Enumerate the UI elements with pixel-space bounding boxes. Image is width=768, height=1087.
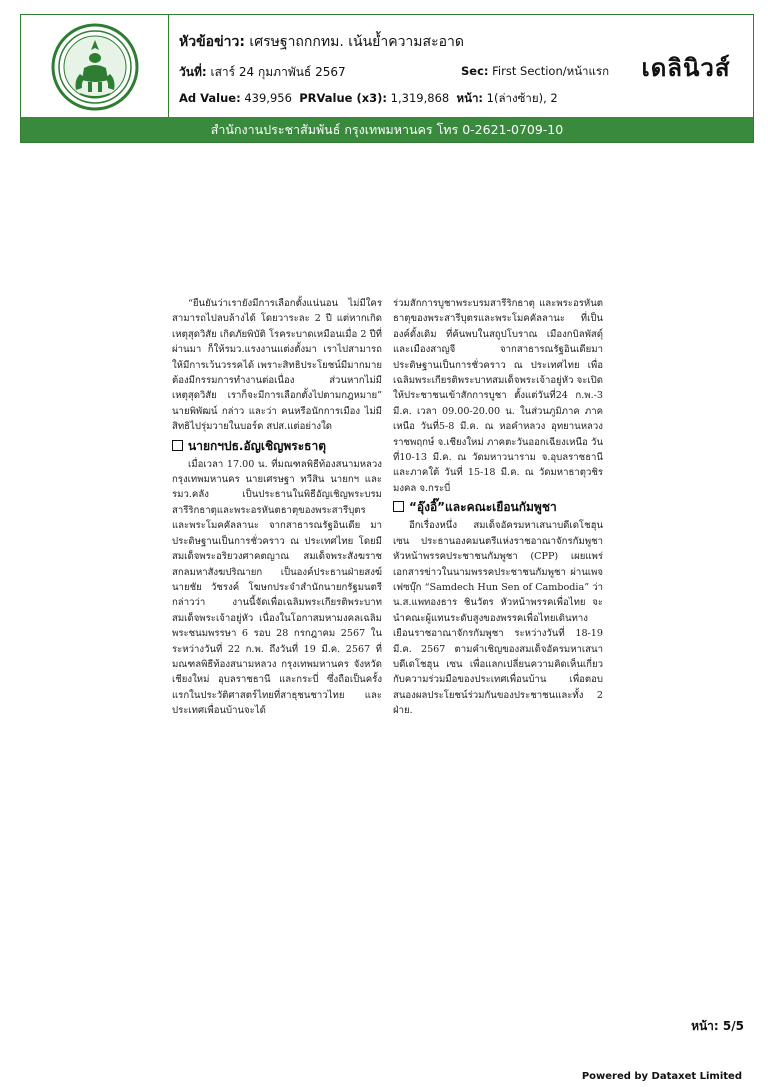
clipping-meta <box>179 15 619 119</box>
ad-value-label: Ad Value: <box>179 91 241 105</box>
clipping-header <box>20 14 754 143</box>
headline-row <box>179 31 464 53</box>
checkbox-square-icon <box>172 440 183 451</box>
subheading-text: “อุ๊งอิ๊”และคณะเยือนกัมพูชา <box>409 500 557 515</box>
ad-value: 439,956 <box>244 91 292 105</box>
date-row <box>179 63 346 82</box>
section-label: Sec: <box>461 64 489 78</box>
subheading-text: นายกฯปธ.อัญเชิญพระธาตุ <box>188 438 327 453</box>
section-text: First Section/หน้าแรก <box>492 64 610 78</box>
paragraph: เมื่อเวลา 17.00 น. ที่มณฑลพิธีท้องสนามหลวง กรุงเทพมหานคร นายเศรษฐา ทวีสิน นายกฯ และรมว.คลัง เป็นประธานในพิธีอัญเชิญพระบรมสารีริกธาตุและพระอรหันตธาตุของพระสารีบุตรและพระโมคคัลลานะ จากสาธารณรัฐอินเดีย มาประดิษฐานเป็นการชั่วคราว ณ ประเทศไทย โดยมีสมเด็จพระอริยวงศาคตญาณ สมเด็จพระสังฆราช สกลมหาสังฆปริณายก เป็นองค์ประธานฝ่ายสงฆ์ นายชัย วัชรงค์ โฆษกประจำสำนักนายกรัฐมนตรี กล่าวว่า งานนี้จัดเพื่อเฉลิมพระเกียรติพระบาทสมเด็จพระเจ้าอยู่หัว เนื่องในโอกาสมหามงคลเฉลิมพระชนมพรรษา 6 รอบ 28 กรกฎาคม 2567 ในระหว่างวันที่ 22 ก.พ. ถึงวันที่ 19 มี.ค. 2567 ที่มณฑลพิธีท้องสนามหลวง กรุงเทพมหานคร จังหวัดเชียงใหม่ อุบลราชธานี และกระบี่ ซึ่งถือเป็นครั้งแรกในประวัติศาสตร์ไทยที่สาธุชนชาวไทย และประเทศเพื่อนบ้านจะได้ <box>172 458 382 717</box>
paragraph: อีกเรื่องหนึ่ง สมเด็จอัครมหาเสนาบดีเดโชฮุน เซน ประธานองคมนตรีแห่งราชอาณาจักรกัมพูชา หัวหน้าพรรคประชาชนกัมพูชา (CPP) เผยแพร่เอกสารข่าวในนามพรรคประชาชนกัมพูชา ผ่านเพจเฟซบุ๊ก “Samdech Hun Sen of Cambodia” ว่า น.ส.แพทองธาร ชินวัตร หัวหน้าพรรคเพื่อไทย จะนำคณะผู้แทนระดับสูงของพรรคเพื่อไทยเดินทางเยือนราชอาณาจักรกัมพูชา ระหว่างวันที่ 18-19 มี.ค. 2567 ตามคำเชิญของสมเด็จอัครมหาเสนาบดีเดโชฮุน เซน เพื่อแลกเปลี่ยนความคิดเห็นเกี่ยวกับความร่วมมือของประเทศเพื่อนบ้าน เพื่อตอบสนองผลประโยชน์ร่วมกันของประชาชนและทั้ง 2 ฝ่าย. <box>393 520 603 717</box>
date-text: เสาร์ 24 กุมภาพันธ์ 2567 <box>210 65 346 79</box>
checkbox-square-icon <box>393 501 404 512</box>
headline-label: หัวข้อข่าว: <box>179 34 245 50</box>
office-bar <box>21 117 753 142</box>
article-column-1 <box>172 296 382 719</box>
page-value: 1(ล่างซ้าย), 2 <box>486 91 558 105</box>
subheading <box>393 499 603 516</box>
pr-value: 1,319,868 <box>390 91 450 105</box>
page-label: หน้า: <box>456 91 484 105</box>
powered-by: Powered by Dataxet Limited <box>581 1071 742 1082</box>
paragraph: “ยืนยันว่าเรายังมีการเลือกตั้งแน่นอน ไม่มีใครสามารถไปลบล้างได้ โดยวาระละ 2 ปี แต่หากเกิดเหตุสุดวิสัย เกิดภัยพิบัติ โรคระบาดเหมือนเมื่อ 2 ปีที่ผ่านมา ก็ให้รมว.แรงงานแต่งตั้งมา เราไปสามารถให้มีการเว้นวรรคได้ เพราะสิทธิประโยชน์มีมากมาย ต้องมีกรรมการทำงานต่อเนื่อง ส่วนหากไม่มีเหตุสุดวิสัย เราก็จะมีการเลือกตั้งไปตามกฎหมาย” นายพิพัฒน์ กล่าว และว่า คนหรือนักการเมือง ไม่มีสิทธิไปรุ่มวายในบอร์ด สปส.แต่อย่างใด <box>172 298 382 433</box>
headline-text: เศรษฐาถกกทม. เน้นย้ำความสะอาด <box>249 34 464 50</box>
value-row <box>179 90 558 108</box>
publisher-logo: เดลินิวส์ <box>641 53 731 82</box>
paragraph: ร่วมสักการบูชาพระบรมสารีริกธาตุ และพระอรหันตธาตุของพระสารีบุตรและพระโมคคัลลานะ ที่เป็นองค์ดั้งเดิม ที่ค้นพบในสถูปโบราณ เมืองกบิลพัสดุ์ และเมืองสาญจี จากสาธารณรัฐอินเดียมาประดิษฐานเป็นการชั่วคราว ณ ประเทศไทย เพื่อเฉลิมพระเกียรติพระบาทสมเด็จพระเจ้าอยู่หัว จะเปิดให้ประชาชนเข้าสักการบูชา ตั้งแต่วันที่24 ก.พ.-3 มี.ค. เวลา 09.00-20.00 น. ในส่วนภูมิภาค ภาคเหนือ วันที่5-8 มี.ค. ณ หอคำหลวง อุทยานหลวงราชพฤกษ์ จ.เชียงใหม่ ภาคตะวันออกเฉียงเหนือ วันที่10-13 มี.ค. ณ วัดมหาวนาราม จ.อุบลราชธานี และภาคใต้ วันที่ 15-18 มี.ค. ณ วัดมหาธาตุวชิรมงคล จ.กระบี่ <box>393 298 603 494</box>
page-number <box>691 1017 744 1036</box>
page-number-value: 5/5 <box>722 1019 744 1033</box>
pr-value-label: PRValue (x3): <box>299 91 388 105</box>
bangkok-city-seal-icon <box>50 22 140 112</box>
page-number-label: หน้า: <box>691 1019 719 1033</box>
office-text: สำนักงานประชาสัมพันธ์ กรุงเทพมหานคร โทร 0-2621-0709-10 <box>210 121 564 137</box>
logo-box <box>21 15 169 119</box>
subheading <box>172 438 382 455</box>
date-label: วันที่: <box>179 65 207 79</box>
article-column-2 <box>393 296 603 719</box>
section-row <box>461 63 609 81</box>
